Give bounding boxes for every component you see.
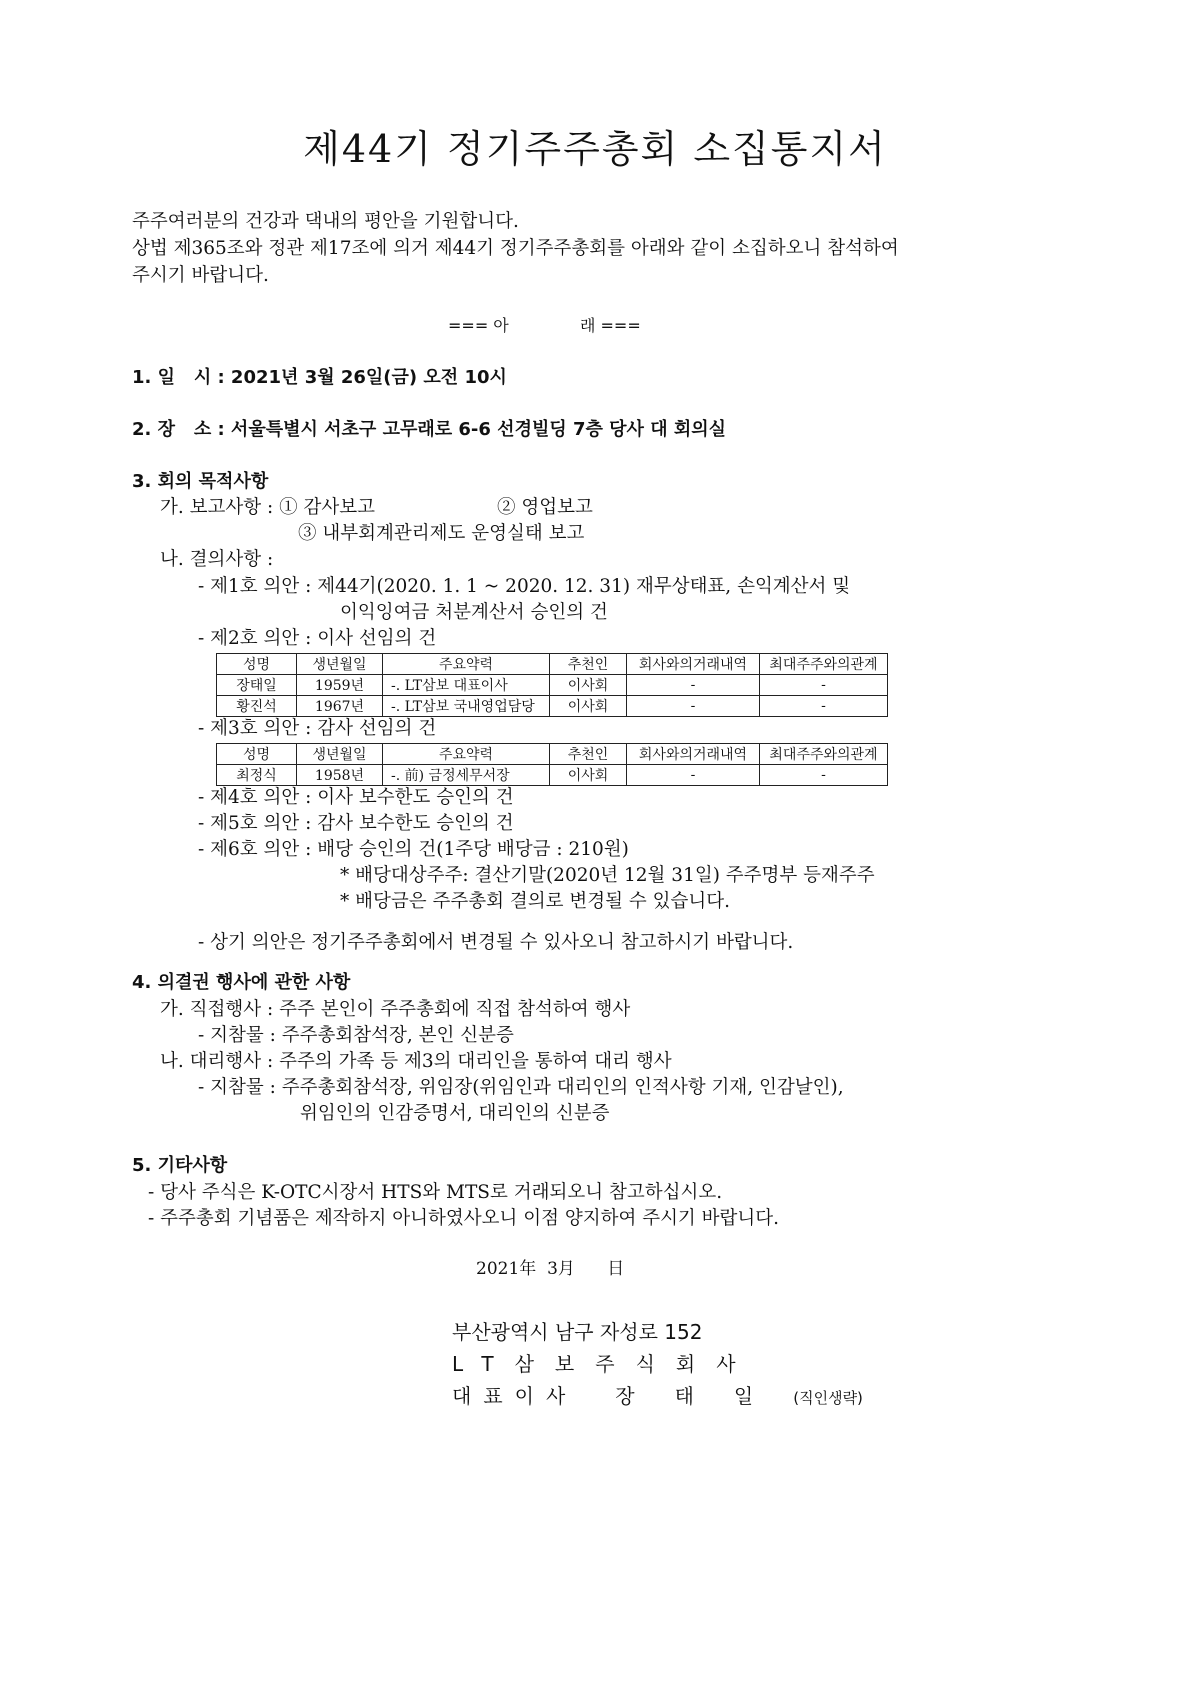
cell-birth: 1958년 xyxy=(297,765,383,786)
notice-date: 2021年 3月 日 xyxy=(476,1259,625,1279)
direct-voting: 가. 직접행사 : 주주 본인이 주주총회에 직접 참석하여 행사 xyxy=(160,999,631,1020)
cell-career: -. 前) 금정세무서장 xyxy=(383,765,550,786)
document-title: 제44기 정기주주총회 소집통지서 xyxy=(303,127,887,171)
cell-recommender: 이사회 xyxy=(550,765,627,786)
table-header-row xyxy=(217,744,888,765)
agenda-6-note-2: * 배당금은 주주총회 결의로 변경될 수 있습니다. xyxy=(340,891,730,912)
other-note-1: - 당사 주식은 K-OTC시장서 HTS와 MTS로 거래되오니 참고하십시오. xyxy=(148,1182,723,1203)
intro-line-2: 상법 제365조와 정관 제17조에 의거 제44기 정기주주총회를 아래와 같이 소집하오니 참석하여 xyxy=(132,238,899,259)
table-header-row xyxy=(217,654,888,675)
header-transactions: 회사와의거래내역 xyxy=(627,744,760,765)
director-candidates-table xyxy=(216,653,888,717)
header-transactions: 회사와의거래내역 xyxy=(627,654,760,675)
intro-line-1: 주주여러분의 건강과 댁내의 평안을 기원합니다. xyxy=(132,211,519,232)
agenda-1: - 제1호 의안 : 제44기(2020. 1. 1 ~ 2020. 12. 31) 재무상태표, 손익계산서 및 xyxy=(198,576,851,597)
agenda-6-note-1: * 배당대상주주: 결산기말(2020년 12월 31일) 주주명부 등재주주 xyxy=(340,865,875,886)
proxy-voting-items-cont: 위임인의 인감증명서, 대리인의 신분증 xyxy=(300,1103,610,1124)
cell-relation: - xyxy=(760,696,888,717)
cell-birth: 1959년 xyxy=(297,675,383,696)
representative-name: 장태일 xyxy=(615,1384,794,1408)
section-2-location: 2. 장 소 : 서울특별시 서초구 고무래로 6-6 선경빌딩 7층 당사 대 회의실 xyxy=(132,419,727,440)
cell-birth: 1967년 xyxy=(297,696,383,717)
header-name: 성명 xyxy=(217,744,297,765)
cell-name: 황진석 xyxy=(217,696,297,717)
resolution-heading: 나. 결의사항 : xyxy=(160,549,274,570)
proxy-voting-items: - 지참물 : 주주총회참석장, 위임장(위임인과 대리인의 인적사항 기재, 인감날인), xyxy=(198,1077,844,1098)
report-item-2: ② 영업보고 xyxy=(497,497,593,518)
intro-line-3: 주시기 바랍니다. xyxy=(132,265,269,286)
agenda-6: - 제6호 의안 : 배당 승인의 건(1주당 배당금 : 210원) xyxy=(198,839,629,860)
header-recommender: 추천인 xyxy=(550,744,627,765)
proxy-voting: 나. 대리행사 : 주주의 가족 등 제3의 대리인을 통하여 대리 행사 xyxy=(160,1051,672,1072)
header-career: 주요약력 xyxy=(383,654,550,675)
cell-transactions: - xyxy=(627,765,760,786)
direct-voting-items: - 지참물 : 주주총회참석장, 본인 신분증 xyxy=(198,1025,514,1046)
representative-line xyxy=(452,1380,863,1409)
header-career: 주요약력 xyxy=(383,744,550,765)
cell-relation: - xyxy=(760,765,888,786)
table-row xyxy=(217,765,888,786)
report-item-3: ③ 내부회계관리제도 운영실태 보고 xyxy=(298,523,585,544)
agenda-4: - 제4호 의안 : 이사 보수한도 승인의 건 xyxy=(198,787,514,808)
section-4-heading: 4. 의결권 행사에 관한 사항 xyxy=(132,972,351,993)
agenda-change-note: - 상기 의안은 정기주주총회에서 변경될 수 있사오니 참고하시기 바랍니다. xyxy=(198,932,794,953)
cell-transactions: - xyxy=(627,675,760,696)
cell-recommender: 이사회 xyxy=(550,696,627,717)
header-relation: 최대주주와의관계 xyxy=(760,744,888,765)
cell-relation: - xyxy=(760,675,888,696)
cell-name: 최정식 xyxy=(217,765,297,786)
header-name: 성명 xyxy=(217,654,297,675)
header-recommender: 추천인 xyxy=(550,654,627,675)
report-items-line: 가. 보고사항 : ① 감사보고 xyxy=(160,497,375,518)
cell-career: -. LT삼보 대표이사 xyxy=(383,675,550,696)
seal-omitted-note: (직인생략) xyxy=(793,1389,863,1407)
cell-name: 장태일 xyxy=(217,675,297,696)
agenda-5: - 제5호 의안 : 감사 보수한도 승인의 건 xyxy=(198,813,514,834)
agenda-1-cont: 이익잉여금 처분계산서 승인의 건 xyxy=(340,602,608,623)
company-name: LT삼보주식회사 xyxy=(452,1352,757,1376)
representative-title: 대표이사 xyxy=(452,1384,578,1408)
table-row xyxy=(217,675,888,696)
cell-transactions: - xyxy=(627,696,760,717)
company-address: 부산광역시 남구 자성로 152 xyxy=(452,1320,703,1344)
header-birth: 생년월일 xyxy=(297,654,383,675)
section-5-heading: 5. 기타사항 xyxy=(132,1155,228,1176)
agenda-2: - 제2호 의안 : 이사 선임의 건 xyxy=(198,628,437,649)
cell-career: -. LT삼보 국내영업담당 xyxy=(383,696,550,717)
auditor-candidates-table xyxy=(216,743,888,786)
section-1-datetime: 1. 일 시 : 2021년 3월 26일(금) 오전 10시 xyxy=(132,367,507,388)
separator: === 아 래 === xyxy=(448,316,641,335)
agenda-3: - 제3호 의안 : 감사 선임의 건 xyxy=(198,718,437,739)
cell-recommender: 이사회 xyxy=(550,675,627,696)
section-3-heading: 3. 회의 목적사항 xyxy=(132,471,269,492)
table-row xyxy=(217,696,888,717)
header-relation: 최대주주와의관계 xyxy=(760,654,888,675)
header-birth: 생년월일 xyxy=(297,744,383,765)
other-note-2: - 주주총회 기념품은 제작하지 아니하였사오니 이점 양지하여 주시기 바랍니다. xyxy=(148,1208,780,1229)
